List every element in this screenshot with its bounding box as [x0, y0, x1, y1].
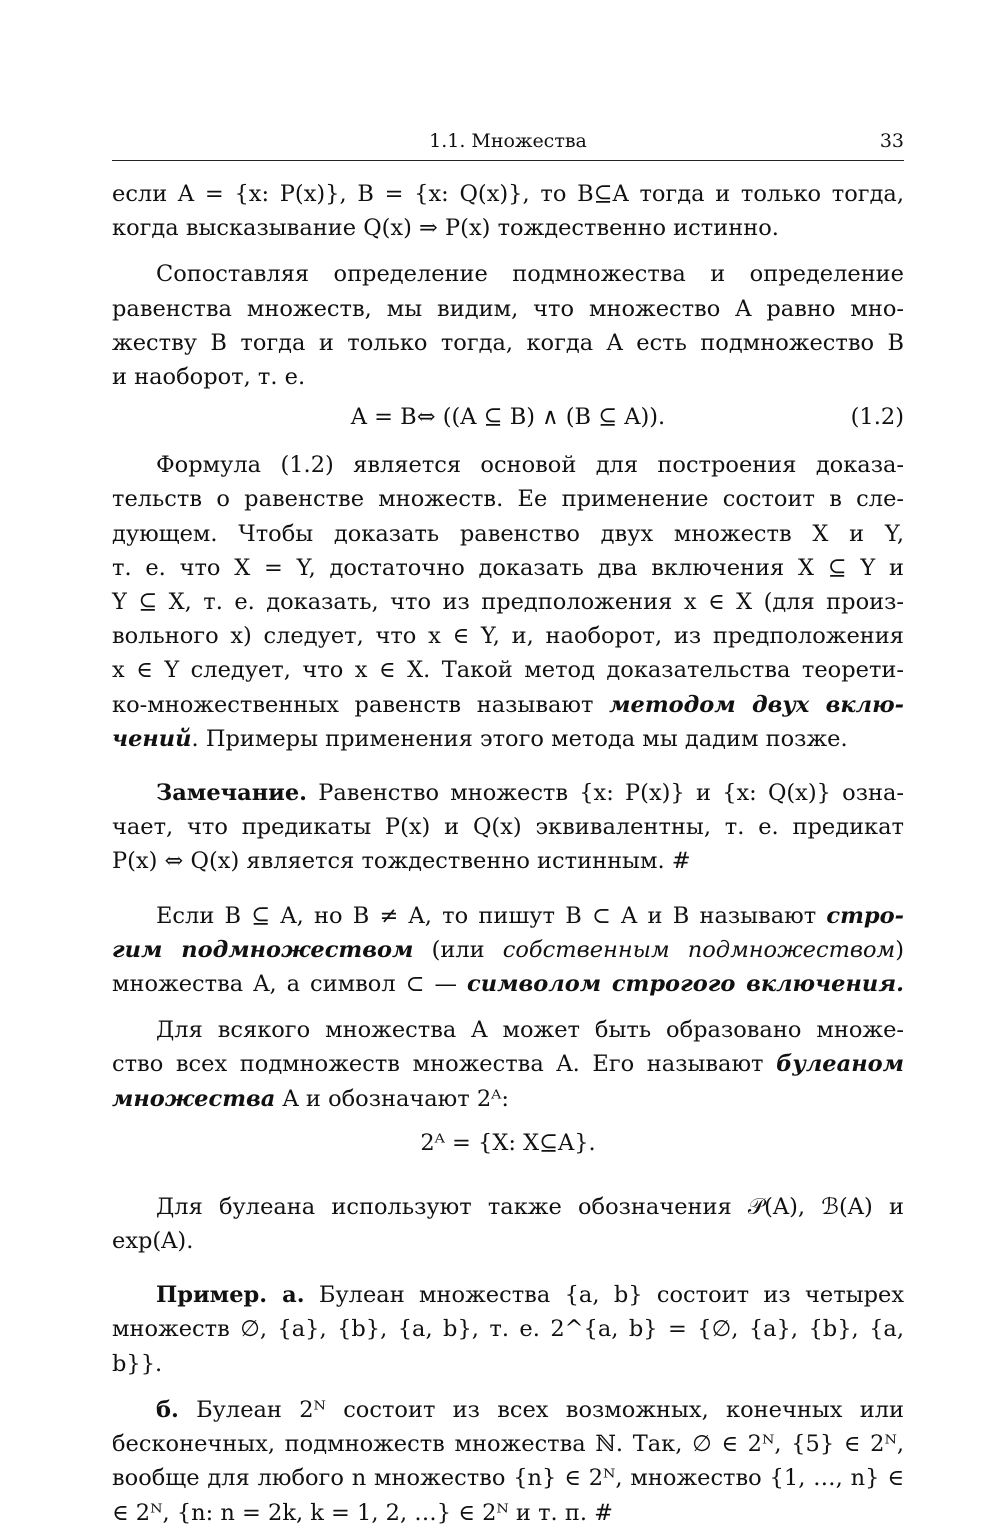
plain-text: Булеан 2ᴺ состоит из всех возможных, конечных или: [196, 1396, 904, 1423]
emphasized-term: гим подмножеством: [112, 936, 414, 963]
text-line: вольного x) следует, что x ∈ Y, и, наоборот, из предположения: [112, 623, 904, 650]
text-line: Для булеана используют также обозначения 𝒫(A), ℬ(A) и: [156, 1193, 904, 1220]
text-line: [112, 1047, 904, 1081]
plain-text: Булеан множества {a, b} состоит из четырех: [318, 1282, 905, 1309]
formula-number: (1.2): [850, 404, 904, 431]
italic-term: собственным подмножеством: [502, 936, 896, 963]
emphasized-term: чений: [112, 725, 192, 752]
paragraph-6: [112, 1013, 904, 1116]
text-line: ∈ 2ᴺ, {n: n = 2k, k = 1, 2, …} ∈ 2ᴺ и т. п. #: [112, 1499, 613, 1526]
text-line: Y ⊆ X, т. е. доказать, что из предположения x ∈ X (для произ-: [112, 589, 904, 616]
formula-expression: A = B⇔ ((A ⊆ B) ∧ (B ⊆ A)).: [350, 404, 666, 431]
plain-text: Равенство множеств {x: P(x)} и {x: Q(x)} озна-: [318, 780, 904, 807]
emphasized-term: булеаном: [776, 1051, 904, 1078]
text-line: [112, 1082, 904, 1116]
plain-text: (или: [431, 936, 485, 963]
text-line: Формула (1.2) является основой для построения доказа-: [156, 452, 904, 479]
text-line: Сопоставляя определение подмножества и определение: [156, 261, 904, 288]
text-line: [112, 722, 904, 756]
plain-text: ко-множественных равенств называют: [112, 691, 594, 718]
text-line: жеству B тогда и только тогда, когда A есть подмножество B: [112, 329, 904, 356]
text-line: множеств ∅, {a}, {b}, {a, b}, т. е. 2^{a, b} = {∅, {a}, {b}, {a, b}}.: [112, 1316, 904, 1377]
text-line: равенства множеств, мы видим, что множество A равно мно-: [112, 295, 904, 322]
section-title: 1.1. Множества: [429, 130, 587, 152]
paragraph-3: [112, 448, 904, 756]
example-label: Пример. а.: [156, 1282, 305, 1309]
plain-text: множества A, а символ ⊂ —: [112, 971, 458, 998]
text-line: чает, что предикаты P(x) и Q(x) эквивалентны, т. е. предикат: [112, 814, 904, 841]
formula-1-2: [112, 396, 904, 440]
book-page: [112, 126, 904, 1530]
plain-text: A и обозначают 2ᴬ:: [282, 1085, 509, 1112]
text-line: если A = {x: P(x)}, B = {x: Q(x)}, то B⊆A тогда и только тогда,: [112, 181, 904, 207]
text-line: [112, 1278, 904, 1312]
plain-text: ): [895, 936, 904, 963]
text-line: [112, 967, 904, 1001]
remark-label: Замечание.: [156, 780, 308, 807]
plain-text: ство всех подмножеств множества A. Его называют: [112, 1051, 764, 1078]
emphasized-term: методом двух вклю-: [609, 691, 904, 718]
page-body: [112, 177, 904, 1530]
text-line: [112, 1393, 904, 1427]
text-line: exp(A).: [112, 1228, 194, 1255]
text-line: и наоборот, т. е.: [112, 364, 306, 391]
paragraph-5: [112, 899, 904, 1002]
example-label: б.: [156, 1396, 179, 1423]
text-line: дующем. Чтобы доказать равенство двух множеств X и Y,: [112, 520, 904, 547]
emphasized-term: множества: [112, 1085, 276, 1112]
paragraph-2: [112, 257, 904, 394]
formula-expression: 2ᴬ = {X: X⊆A}.: [420, 1129, 596, 1156]
text-line: P(x) ⇔ Q(x) является тождественно истинным. #: [112, 848, 691, 875]
text-line: Для всякого множества A может быть образовано множе-: [156, 1017, 904, 1044]
plain-text: . Примеры применения этого метода мы дадим позже.: [191, 725, 848, 752]
text-line: x ∈ Y следует, что x ∈ X. Такой метод доказательства теорети-: [112, 657, 904, 684]
text-line: [112, 899, 904, 933]
running-header: [112, 126, 904, 161]
paragraph-7: [112, 1190, 904, 1258]
text-line: [112, 933, 904, 967]
text-line: [112, 688, 904, 722]
example-paragraph-b: [112, 1393, 904, 1530]
remark-paragraph: [112, 776, 904, 879]
text-line: вообще для любого n множество {n} ∈ 2ᴺ, множество {1, …, n} ∈: [112, 1465, 904, 1492]
text-line: когда высказывание Q(x) ⇒ P(x) тождественно истинно.: [112, 215, 779, 242]
text-line: тельств о равенстве множеств. Ее применение состоит в сле-: [112, 486, 904, 513]
emphasized-term: стро-: [826, 902, 904, 929]
formula-boolean: [112, 1116, 904, 1178]
text-line: [112, 776, 904, 810]
example-paragraph-a: [112, 1278, 904, 1381]
text-line: бесконечных, подмножеств множества ℕ. Так, ∅ ∈ 2ᴺ, {5} ∈ 2ᴺ,: [112, 1431, 904, 1458]
text-line: т. е. что X = Y, достаточно доказать два включения X ⊆ Y и: [112, 554, 904, 581]
page-number: 33: [879, 130, 904, 152]
paragraph-1: [112, 177, 904, 245]
plain-text: Если B ⊆ A, но B ≠ A, то пишут B ⊂ A и B называют: [156, 902, 817, 929]
emphasized-term: символом строгого включения.: [467, 971, 904, 998]
